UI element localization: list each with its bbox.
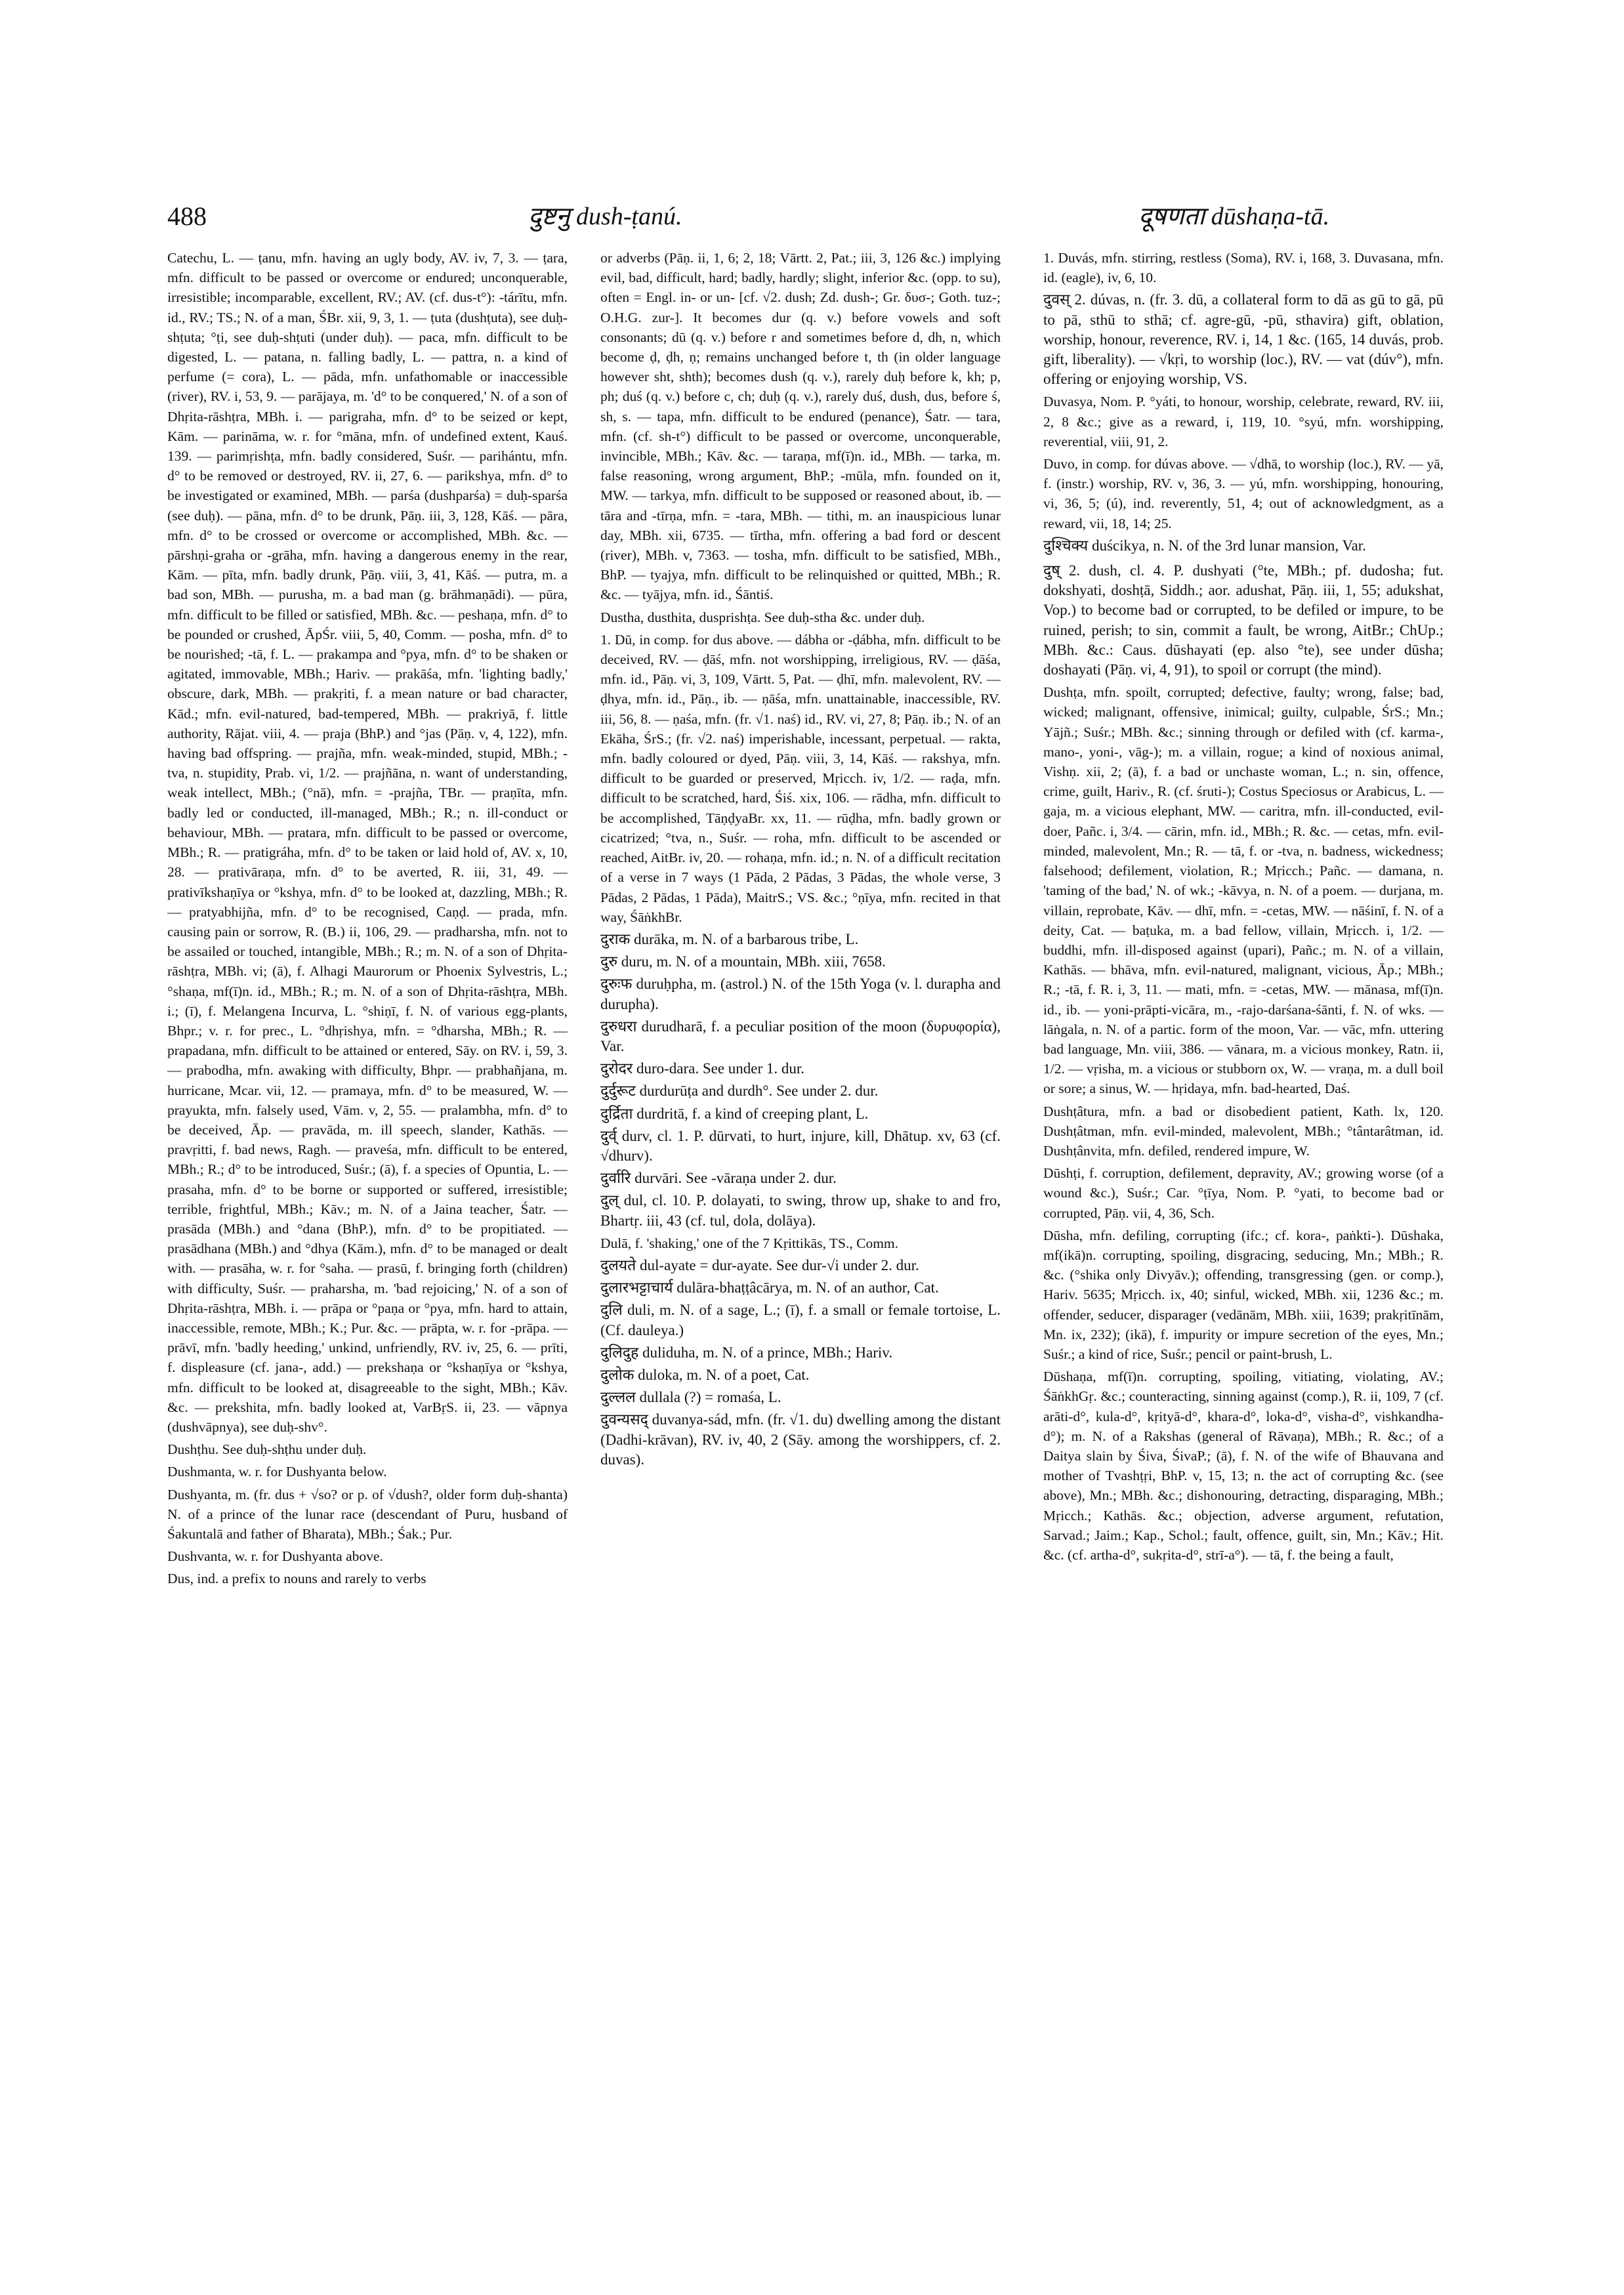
headword-entry: दुराक durāka, m. N. of a barbarous tribe, L. [600, 930, 859, 947]
headword-entry: दुलारभट्टाचार्य dulāra-bhaṭṭâcārya, m. N. of an author, Cat. [600, 1279, 939, 1296]
headword-entry: दुरु duru, m. N. of a mountain, MBh. xiii, 7658. [600, 953, 886, 970]
headword-entry: दुलिदुह duliduha, m. N. of a prince, MBh.; Hariv. [600, 1344, 893, 1361]
entry-paragraph: Dushṭhu. See duḥ-shṭhu under duḥ. [167, 1441, 367, 1458]
headword-entry: दुर्व् durv, cl. 1. P. dūrvati, to hurt, injure, kill, Dhātup. xv, 63 (cf. √dhurv). [600, 1127, 1001, 1164]
entry-paragraph: Catechu, L. — ṭanu, mfn. having an ugly body, AV. iv, 7, 3. — ṭara, mfn. difficult to be passed or overcome or endured; unconquerable, irresistible; incomparable, excellent, RV.; AV. (cf. dus-t°): -tárītu, mfn. id., RV.; TS.; N. of a man, ŚBr. xii, 9, 3, 1. — ṭuta (dushṭuta), see duḥ-shṭuta; °ṭi, see duḥ-shṭuti (under duḥ). — paca, mfn. difficult to be digested, L. — patana, n. falling badly, L. — pattra, n. a kind of perfume (= cora), L. — pāda, mfn. unfathomable or inaccessible (river), RV. i, 53, 9. — parājaya, m. 'd° to be conquered,' N. of a son of Dhṛita-rāshṭra, MBh. i. — parigraha, mfn. d° to be seized or kept, Kām. — parināma, w. r. for °māna, mfn. of undefined extent, Kauś. 139. — parimṛishṭa, mfn. badly considered, Suśr. — parihántu, mfn. d° to be removed or destroyed, RV. ii, 27, 6. — parikshya, mfn. d° to be investigated or examined, MBh. — parśa (dushparśa) = duḥ-sparśa (see duḥ). — pāna, mfn. d° to be drunk, Pāṇ. iii, 3, 128, Kāś. — pāra, mfn. d° to be crossed or overcome or accomplished, MBh. &c. — pārshṇi-graha or -grāha, mfn. having a dangerous enemy in the rear, Kām. — pīta, mfn. badly drunk, Pāṇ. viii, 3, 41, Kāś. — putra, m. a bad son, MBh. — purusha, m. a bad man (g. brāhmaṇādi). — pūra, mfn. difficult to be filled or satisfied, MBh. &c. — peshaṇa, mfn. d° to be pounded or crushed, ĀpŚr. viii, 5, 40, Comm. — posha, mfn. d° to be nourished; -tā, f. L. — prakampa and °pya, mfn. d° to be shaken or agitated, immovable, MBh.; Hariv. — prakāśa, mfn. 'lighting badly,' obscure, dark, MBh. — prakṛiti, f. a mean nature or bad character, Kād.; mfn. evil-natured, bad-tempered, MBh. — prakriyā, f. little authority, Rājat. viii, 4. — praja (BhP.) and °jas (Pāṇ. v, 4, 122), mfn. having bad offspring. — prajña, mfn. weak-minded, stupid, MBh.; -tva, n. stupidity, Prab. vi, 1/2. — prajñāna, n. want of understanding, weak intellect, MBh.; (°nā), mfn. = -prajña, TBr. — praṇīta, mfn. badly led or conducted, ill-managed, MBh.; R.; n. ill-conduct or behaviour, MBh. — pratara, mfn. difficult to be passed or overcome, MBh.; R. — pratigráha, mfn. d° to be taken or laid hold of, AV. x, 10, 28. — prativāraṇa, mfn. d° to be averted, R. iii, 31, 49. — prativīkshaṇīya or °kshya, mfn. d° to be looked at, dazzling, MBh.; R. — pratyabhijña, mfn. d° to be recognised, Caṇḍ. — prada, mfn. causing pain or sorrow, R. (B.) ii, 106, 29. — pradharsha, mfn. not to be assailed or touched, intangible, MBh.; R.; m. N. of a son of Dhṛita-rāshṭra, MBh. vi; (ā), f. Alhagi Maurorum or Phoenix Sylvestris, L.; °shaṇa, mf(ī)n. id., MBh.; R.; m. N. of a son of Dhṛita-rāshṭra, MBh. i.; (ī), f. Melangena Incurva, L. °shiṇī, f. N. of various egg-plants, Bhpr.; v. r. for prec., L. °dhṛishya, mfn. = °dharsha, MBh.; R. — prapadana, mfn. difficult to be attained or entered, Sāy. on RV. i, 59, 3. — prabodha, mfn. awaking with difficulty, Bhpr. — prabhañjana, m. hurricane, Mcar. vii, 12. — pramaya, mfn. d° to be measured, W. — prayukta, mfn. falsely used, Vām. v, 2, 55. — pralambha, mfn. d° to be deceived, Āp. — pravāda, m. ill speech, slander, Kathās. — pravṛitti, f. bad news, Ragh. — praveśa, mfn. difficult to be entered, MBh.; R.; d° to be introduced, Suśr.; (ā), f. a species of Opuntia, L. — prasaha, mfn. d° to be borne or supported or suffered, irresistible; terrible, frightful, MBh.; Kāv.; m. N. of a Jaina teacher, Śatr. — prasāda (MBh.) and °dana (BhP.), mfn. d° to be propitiated. — prasādhana (MBh.) and °dhya (Kām.), mfn. d° to be managed or dealt with. — prasāha, w. r. for °saha. — prasū, f. bringing forth (children) with difficulty, Suśr. — praharsha, m. 'bad rejoicing,' N. of a son of Dhṛita-rāshṭra, MBh. i. — prāpa or °paṇa or °pya, mfn. hard to attain, inaccessible, remote, MBh.; K.; Pur. &c. — prāpta, w. r. for -prāpa. — prāvī, mfn. 'badly heeding,' unkind, unfriendly, RV. iv, 25, 6. — prīti, f. displeasure (cf. jana-, add.) — prekshaṇa or °kshaṇīya or °kshya, mfn. difficult to be looked at, disagreeable to the sight, MBh.; Kāv. &c. — prekshita, mfn. badly looked at, VarBṛS. ii, 23. — vāpnya (dushvāpnya), see duḥ-shv°. [167, 250, 568, 1435]
headword-entry: दुल् dul, cl. 10. P. dolayati, to swing, throw up, shake to and fro, Bhartṛ. iii, 43 (cf. tul, dola, dolāya). [600, 1192, 1001, 1229]
entry-paragraph: Dūsha, mfn. defiling, corrupting (ifc.; cf. kora-, paṅkti-). Dūshaka, mf(ikā)n. corrupting, spoiling, disgracing, seducing, Mn.; MBh.; R. &c. (°shika only Divyāv.); offending, transgressing (gen. or comp.), Hariv. 5635; Mṛicch. ix, 40; sinful, wicked, MBh. xii, 1236 &c.; m. offender, seducer, disparager (vedānām, MBh. xiii, 1639; prakṛitīnām, Mn. ix, 232); (ikā), f. impurity or impure secretion of the eyes, Mn.; Suśr.; a kind of rice, Suśr.; pencil or paint-brush, L. [1043, 1227, 1444, 1362]
headword-entry: दुवन्यसद् duvanya-sád, mfn. (fr. √1. du) dwelling among the distant (Dadhi-krāvan), RV. iv, 40, 2 (Sāy. among the worshippers, cf. 2. duvas). [600, 1411, 1001, 1468]
entry-paragraph: Dulā, f. 'shaking,' one of the 7 Kṛittikās, TS., Comm. [600, 1235, 899, 1251]
headword-entry: दुल्लल dullala (?) = romaśa, L. [600, 1389, 781, 1406]
headword-entry: दुवस् 2. dúvas, n. (fr. 3. dū, a collateral form to dā as gū to gā, pū to pā, sthū to sthā; cf. agre-gū, -pū, sthavira) gift, oblation, worship, honour, reverence, RV. i, 14, 1 &c. (165, 14 duvás, prob. gift, liberality). — √kṛi, to worship (loc.), RV. — vat (dúv°), mfn. offering or enjoying worship, VS. [1043, 291, 1444, 388]
entry-paragraph: Dushvanta, w. r. for Dushyanta above. [167, 1548, 383, 1565]
entry-paragraph: 1. Duvás, mfn. stirring, restless (Soma), RV. i, 168, 3. Duvasana, mfn. id. (eagle), iv, 6, 10. [1043, 250, 1444, 286]
column-middle [600, 248, 1001, 2226]
headword-entry: दुर्द्रिता durdritā, f. a kind of creeping plant, L. [600, 1105, 869, 1122]
headword-entry: दुश्चिक्य duścikya, n. N. of the 3rd lunar mansion, Var. [1043, 537, 1366, 554]
left-guide-word: दुष्टनु dush-ṭanú. [528, 203, 682, 230]
entry-paragraph: Dushṭâtura, mfn. a bad or disobedient patient, Kath. lx, 120. Dushṭâtman, mfn. evil-minded, malevolent, MBh.; °tântarâtman, id. Dushṭânvita, mfn. defiled, rendered impure, W. [1043, 1103, 1444, 1159]
entry-paragraph: Duvo, in comp. for dúvas above. — √dhā, to worship (loc.), RV. — yā, f. (instr.) worship, RV. v, 36, 3. — yú, mfn. worshipping, honouring, vi, 36, 5; (ú), ind. reverently, 51, 4; out of acknowledgment, as a reward, vii, 18, 14; 25. [1043, 456, 1444, 531]
entry-paragraph: Dūshaṇa, mf(ī)n. corrupting, spoiling, vitiating, violating, AV.; ŚāṅkhGṛ. &c.; counteracting, sinning against (comp.), R. ii, 109, 7 (cf. arāti-d°, kula-d°, kṛityā-d°, khara-d°, loka-d°, visha-d°, vishkandha-d°); m. N. of a Rakshas (general of Rāvaṇa), MBh.; R. &c.; of a Daitya slain by Śiva, ŚivaP.; (ā), f. N. of the wife of Bhauvana and mother of Tvashṭṛi, BhP. v, 15, 13; n. the act of corrupting &c. (see above), Mn.; MBh. &c.; dishonouring, detracting, disparaging, MBh.; Mṛicch.; Kathās. &c.; objection, adverse argument, refutation, Sarvad.; Jaim.; Kap., Schol.; fault, offence, guilt, sin, Mn.; Kāv.; Hit. &c. (cf. artha-d°, sukṛita-d°, strī-a°). — tā, f. the being a fault, [1043, 1369, 1444, 1563]
headword-entry: दुरुधरा durudharā, f. a peculiar position of the moon (δυρυφορία), Var. [600, 1018, 1001, 1054]
entry-paragraph: Duvasya, Nom. P. °yáti, to honour, worship, celebrate, reward, RV. iii, 2, 8 &c.; give as a reward, i, 119, 10. °syú, mfn. worshipping, reverential, viii, 91, 2. [1043, 394, 1444, 449]
column-right [1043, 248, 1444, 2226]
page-number: 488 [167, 201, 207, 231]
entry-paragraph: Dushṭa, mfn. spoilt, corrupted; defective, faulty; wrong, false; bad, wicked; malignant, offensive, inimical; guilty, culpable, ŚrS.; Mn.; Yājñ.; Suśr.; MBh. &c.; sinning through or defiled with (cf. karma-, mano-, yoni-, vāg-); m. a villain, rogue; a kind of noxious animal, Vishṇ. xii, 2; (ā), f. a bad or unchaste woman, L.; n. sin, offence, crime, guilt, Hariv., R. (cf. śruti-); Costus Speciosus or Arabicus, L. — gaja, m. a vicious elephant, MW. — caritra, mfn. ill-conducted, evil-doer, Pañc. i, 3/4. — cārin, mfn. id., MBh.; R. &c. — cetas, mfn. evil-minded, malevolent, Mn.; R. — tā, f. or -tva, n. badness, wickedness; falsehood; defilement, violation, R.; Mṛicch.; Pañc. — damana, n. 'taming of the bad,' N. of wk.; -kāvya, n. N. of a poem. — durjana, m. villain, reprobate, Kāv. — dhī, mfn. = -cetas, MW. — nāśinī, f. N. of a deity, Cat. — baṭuka, m. a bad fellow, villain, Mṛicch. i, 1/2. — buddhi, mfn. ill-disposed against (upari), Pañc.; m. N. of a villain, Kathās. — bhāva, mfn. evil-natured, malignant, vicious, Āp.; MBh.; R.; -tā, f. R. i, 3, 11. — mati, mfn. = -cetas, MW. — mānasa, mf(ī)n. id., ib. — yoni-prāpti-vicāra, m., -rajo-darśana-śānti, f. N. of wks. — lāṅgala, n. N. of a partic. form of the moon, Var. — vāc, mfn. uttering bad language, Mn. viii, 386. — vānara, m. a vicious monkey, Ratn. ii, 1/2. — vṛisha, m. a vicious or stubborn ox, W. — vraṇa, m. a dull boil or sore; a sinus, W. — hṛidaya, mfn. bad-hearted, Daś. [1043, 684, 1444, 1097]
entry-paragraph: Dūshṭi, f. corruption, defilement, depravity, AV.; growing worse (of a wound &c.), Suśr.; Car. °ṭīya, Nom. P. °yati, to become bad or corrupted, Pāṇ. vii, 4, 36, Sch. [1043, 1165, 1444, 1221]
headword-entry: दुष् 2. dush, cl. 4. P. dushyati (°te, MBh.; pf. dudosha; fut. dokshyati, doshṭā, Siddh.; aor. adushat, Pāṇ. iii, 1, 55; adukshat, Vop.) to become bad or corrupted, to be defiled or impure, to be ruined, perish; to sin, commit a fault, be wrong, AitBr.; ChUp.; MBh. &c.: Caus. dūshayati (ep. also °te), see under dūsha; doshayati (Pāṇ. vi, 4, 91), to spoil or corrupt (the mind). [1043, 562, 1444, 678]
headword-entry: दुरुःफ duruḥpha, m. (astrol.) N. of the 15th Yoga (v. l. durapha and durupha). [600, 976, 1001, 1012]
headword-entry: दुरोदर duro-dara. See under 1. dur. [600, 1060, 805, 1077]
running-header [167, 197, 1453, 236]
entry-paragraph: 1. Dū, in comp. for dus above. — dábha or -ḍábha, mfn. difficult to be deceived, RV. — ḍāś, mfn. not worshipping, irreligious, RV. — ḍāśa, mfn. id., Pāṇ. vi, 3, 109, Vārtt. 5, Pat. — ḍhī, mfn. malevolent, RV. — ḍhya, mfn. id., Pāṇ., ib. — ṇāśa, mfn. unattainable, inaccessible, RV. iii, 56, 8. — ṇaśa, mfn. (fr. √1. naś) id., RV. vi, 27, 8; Pāṇ. ib.; N. of an Ekāha, ŚrS.; (fr. √2. naś) imperishable, incessant, perpetual. — rakta, mfn. badly coloured or dyed, Pāṇ. viii, 3, 14, Kāś. — rakshya, mfn. difficult to be guarded or preserved, Mṛicch. iv, 1/2. — raḍa, mfn. difficult to be scratched, hard, Śiś. xix, 106. — rādha, mfn. difficult to be accomplished, TāṇḍyaBr. xx, 11. — rūḍha, mfn. badly grown or cicatrized; °tva, n., Suśr. — roha, mfn. difficult to be ascended or reached, AitBr. iv, 20. — rohaṇa, mfn. id.; n. N. of a difficult recitation of a verse in 7 ways (1 Pāda, 2 Pādas, 3 Pādas, the whole verse, 3 Pādas, 2 Pādas, 1 Pāda), MaitrS.; VS. &c.; °ṇīya, mfn. recited in that way, ŚāṅkhBr. [600, 631, 1001, 925]
entry-paragraph: Dustha, dusthita, dusprishṭa. See duḥ-stha &c. under duḥ. [600, 609, 925, 625]
headword-entry: दुलि duli, m. N. of a sage, L.; (ī), f. a small or female tortoise, L. (Cf. dauleya.) [600, 1302, 1001, 1338]
entry-paragraph: or adverbs (Pāṇ. ii, 1, 6; 2, 18; Vārtt. 2, Pat.; iii, 3, 126 &c.) implying evil, bad, difficult, hard; badly, hardly; slight, inferior &c. (opp. to su), often = Engl. in- or un- [cf. √2. dush; Zd. dush-; Gr. δυσ-; Goth. tuz-; O.H.G. zur-]. It becomes dur (q. v.) before vowels and soft consonants; dū (q. v.) before r and sometimes before d, dh, n, which become ḍ, ḍh, ṇ; remains unchanged before t, th (in older language however sht, shth); becomes dush (q. v.), rarely duḥ before k, kh; p, ph; duś (q. v.) before c, ch; duḥ (q. v.), rarely duś, dush, dus, before ś, sh, s. — tapa, mfn. difficult to be endured (penance), Śatr. — tara, mfn. (cf. sh-t°) difficult to be passed or overcome, unconquerable, invincible, MBh.; Kāv. &c. — taraṇa, mf(ī)n. id., MBh. — tarka, m. false reasoning, wrong argument, BhP.; -mūla, mfn. founded on it, MW. — tarkya, mfn. difficult to be supposed or reasoned about, ib. — tāra and -tīrṇa, mfn. = -tara, MBh. — tithi, m. an inauspicious lunar day, MBh. xii, 6735. — tīrtha, mfn. offering a bad ford or descent (river), MBh. v, 7363. — tosha, mfn. difficult to be satisfied, MBh., BhP. — tyajya, mfn. difficult to be relinquished or quitted, MBh.; R. &c. — tyājya, mfn. id., Śāntiś. [600, 250, 1001, 603]
headword-entry: दुर्वारि durvāri. See -vāraṇa under 2. dur. [600, 1170, 837, 1187]
headword-entry: दुलयते dul-ayate = dur-ayate. See dur-√i under 2. dur. [600, 1256, 919, 1273]
entry-paragraph: Dushmanta, w. r. for Dushyanta below. [167, 1464, 387, 1480]
headword-entry: दुर्दुरूट durdurūṭa and durdh°. See under 2. dur. [600, 1083, 879, 1100]
right-guide-word: दूषणता dūshaṇa-tā. [1138, 203, 1330, 230]
column-left [167, 248, 568, 2226]
entry-paragraph: Dus, ind. a prefix to nouns and rarely to verbs [167, 1571, 427, 1587]
headword-entry: दुलोक duloka, m. N. of a poet, Cat. [600, 1366, 810, 1383]
entry-paragraph: Dushyanta, m. (fr. dus + √so? or p. of √dush?, older form duḥ-shanta) N. of a prince of the lunar race (descendant of Puru, husband of Śakuntalā and father of Bharata), MBh.; Śak.; Pur. [167, 1486, 568, 1542]
